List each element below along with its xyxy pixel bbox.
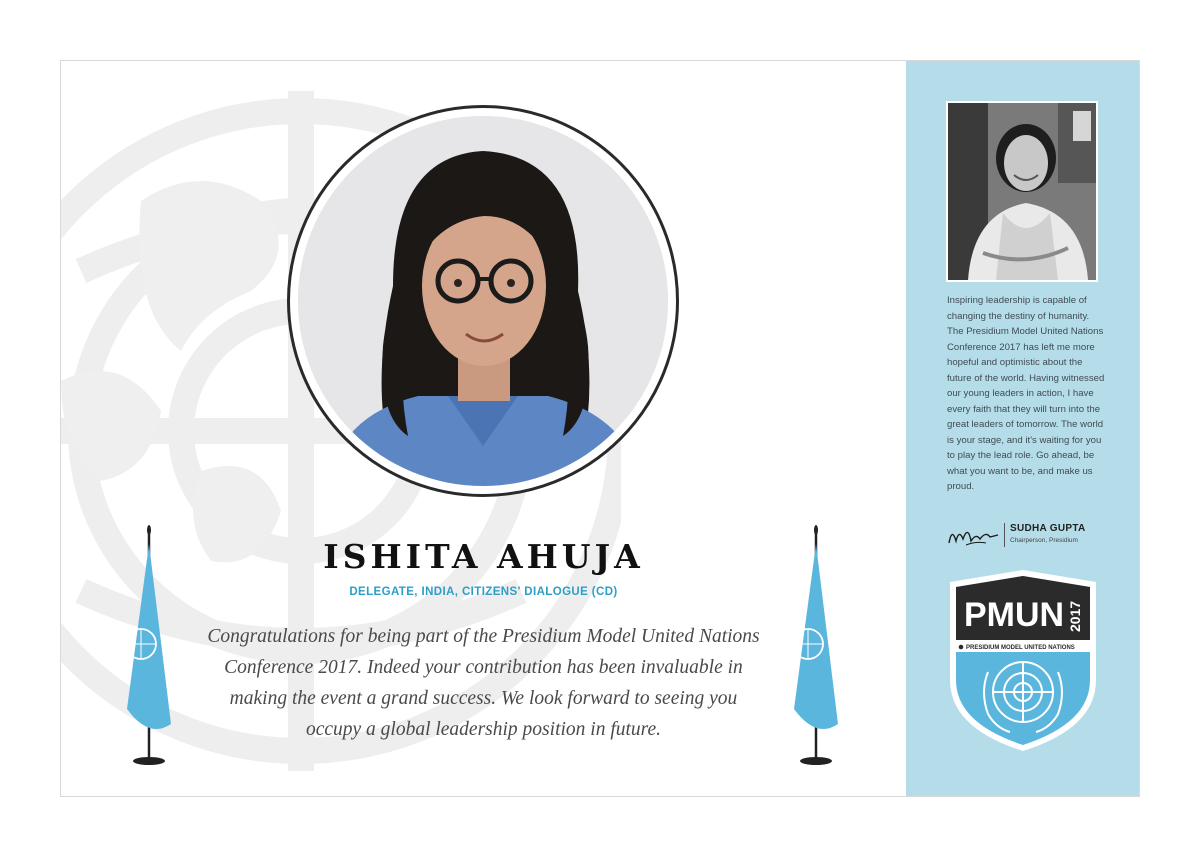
- signatory-title: Chairperson, Presidium: [1010, 537, 1078, 544]
- badge-subtitle: PRESIDIUM MODEL UNITED NATIONS: [966, 645, 1075, 651]
- signatory-name: SUDHA GUPTA: [1010, 523, 1086, 534]
- un-flag-left: [119, 524, 179, 769]
- badge-year: 2017: [1067, 600, 1083, 632]
- chairperson-quote: Inspiring leadership is capable of changing the destiny of humanity. The Presidium Model United Nations Conference 2017 has left me more hopeful and optimistic about the future of the world. Having witnessed our young leaders in action, I have every faith that they will turn into the great leaders of tomorrow. The world is your stage, and it's waiting for you to play the lead role. Go ahead, be what you want to be, and make us proud.: [947, 295, 1105, 492]
- delegate-name: ISHITA AHUJA: [323, 537, 644, 576]
- delegate-portrait-frame: [287, 105, 679, 497]
- delegate-role: DELEGATE, INDIA, CITIZENS' DIALOGUE (CD): [349, 586, 618, 598]
- congratulations-message: Congratulations for being part of the Presidium Model United Nations Conference 2017. Indeed your contribution has been invaluable in making the event a grand success. We look forward to seeing you occupy a global leadership position in future.: [207, 626, 760, 740]
- chairperson-sidebar: [906, 61, 1140, 797]
- pmun-badge-logo: [946, 568, 1100, 753]
- un-flag-right: [786, 524, 846, 769]
- signature-block: [946, 521, 1116, 551]
- delegate-portrait: [298, 116, 668, 486]
- signature-divider: [1004, 523, 1005, 547]
- badge-title: PMUN: [964, 596, 1064, 634]
- signature-mark: [946, 521, 1001, 551]
- chairperson-photo: [946, 101, 1098, 282]
- certificate-card: [60, 60, 1140, 797]
